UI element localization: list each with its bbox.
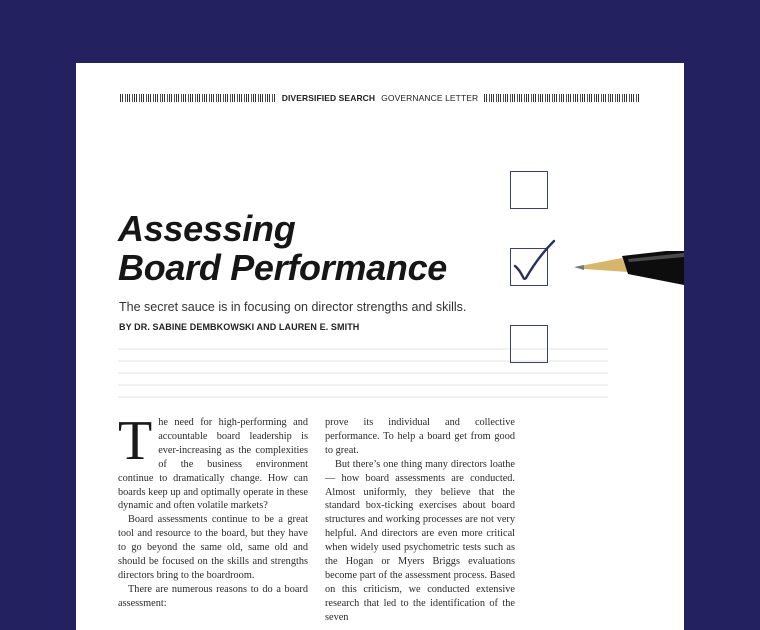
checkmark-icon [510, 239, 560, 289]
drop-cap: T [118, 410, 153, 472]
paragraph: There are numerous reasons to do a board assessment: [118, 583, 308, 609]
running-header [120, 93, 640, 103]
title-line-2: Board Performance [118, 247, 448, 288]
empty-checkbox-icon [510, 171, 548, 209]
decorative-rule-left [120, 94, 276, 102]
decorative-rule-right [484, 94, 640, 102]
brand-name: DIVERSIFIED SEARCH [281, 93, 376, 103]
article-subtitle: The secret sauce is in focusing on director strengths and skills. [119, 300, 467, 314]
article-byline: BY DR. SABINE DEMBKOWSKI AND LAUREN E. SMITH [119, 322, 360, 332]
publication-name: GOVERNANCE LETTER [381, 93, 479, 103]
body-column-2 [325, 416, 515, 625]
article-page [76, 63, 684, 630]
empty-checkbox-icon [510, 325, 548, 363]
pen-icon [572, 251, 684, 301]
title-line-1: Assessing [118, 208, 296, 249]
paragraph: he need for high-performing and accountable board leadership is ever-increasing as the complexities of the business environment continue to dramatically change. How can boards keep up and optimally operate in these dynamic and often volatile markets? [118, 417, 308, 512]
paragraph: But there’s one thing many directors loathe — how board assessments are conducted. Almost uniformly, they believe that the standard box-ticking exercises about board structures and working processes are not very helpful. And directors are even more critical when widely used psychometric tests such as the Hogan or Myers Briggs evaluations become part of the assessment process. Based on this criticism, we conducted extensive research that led to the identification of the seven [325, 458, 515, 623]
paragraph: prove its individual and collective performance. To help a board get from good to great. [325, 417, 515, 456]
paragraph: Board assessments continue to be a great tool and resource to the board, but they have to go beyond the same old, same old and should be focused on the skills and strengths directors bring to the boardroom. [118, 514, 308, 581]
body-column-1 [118, 410, 308, 611]
article-title [118, 209, 447, 287]
